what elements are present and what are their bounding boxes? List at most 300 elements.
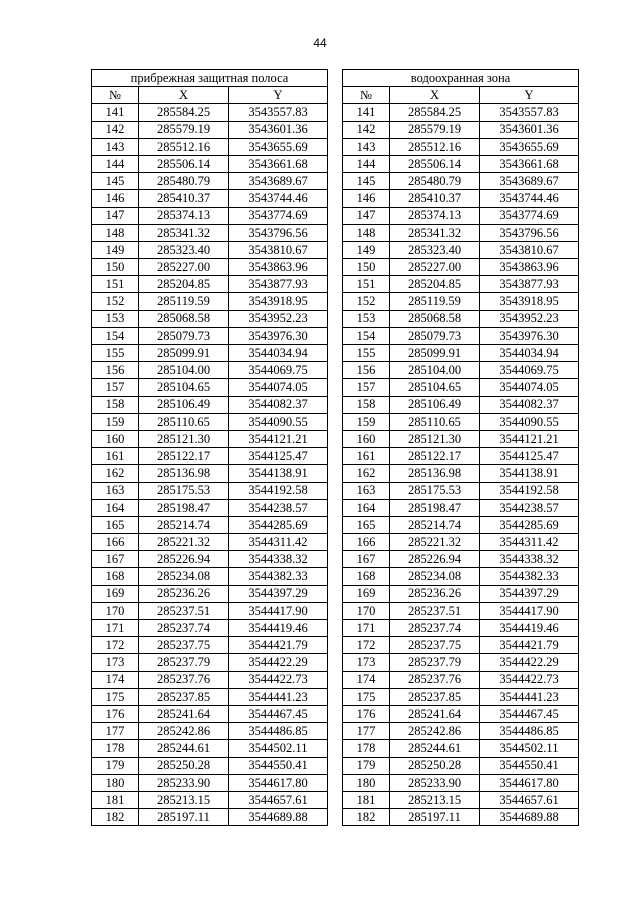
table-row <box>343 190 579 207</box>
cell-number: 179 <box>343 757 390 774</box>
cell-number: 148 <box>343 224 390 241</box>
cell-y: 3544382.33 <box>229 568 328 585</box>
cell-number: 164 <box>92 499 139 516</box>
cell-y: 3543810.67 <box>229 241 328 258</box>
cell-y: 3544441.23 <box>229 688 328 705</box>
table-body <box>343 104 579 826</box>
cell-x: 285106.49 <box>139 396 229 413</box>
table-row <box>343 396 579 413</box>
cell-x: 285221.32 <box>390 534 480 551</box>
cell-x: 285584.25 <box>390 104 480 121</box>
cell-number: 149 <box>92 241 139 258</box>
cell-x: 285068.58 <box>139 310 229 327</box>
cell-number: 146 <box>343 190 390 207</box>
cell-y: 3544502.11 <box>229 740 328 757</box>
cell-y: 3544034.94 <box>480 345 579 362</box>
table-row <box>92 276 328 293</box>
table-row <box>343 757 579 774</box>
cell-number: 145 <box>92 173 139 190</box>
cell-y: 3544397.29 <box>229 585 328 602</box>
cell-y: 3544441.23 <box>480 688 579 705</box>
cell-x: 285104.65 <box>139 379 229 396</box>
table-row <box>343 585 579 602</box>
table-row <box>92 104 328 121</box>
cell-x: 285241.64 <box>390 705 480 722</box>
cell-number: 163 <box>92 482 139 499</box>
cell-number: 141 <box>343 104 390 121</box>
table-row <box>343 362 579 379</box>
cell-number: 153 <box>343 310 390 327</box>
cell-y: 3544467.45 <box>480 705 579 722</box>
cell-number: 161 <box>343 448 390 465</box>
cell-number: 169 <box>343 585 390 602</box>
cell-number: 175 <box>92 688 139 705</box>
table-row <box>343 379 579 396</box>
cell-y: 3544090.55 <box>480 413 579 430</box>
cell-number: 164 <box>343 499 390 516</box>
cell-y: 3544034.94 <box>229 345 328 362</box>
cell-number: 153 <box>92 310 139 327</box>
cell-x: 285204.85 <box>390 276 480 293</box>
table-row <box>343 551 579 568</box>
cell-number: 180 <box>92 774 139 791</box>
table-row <box>343 241 579 258</box>
cell-y: 3543918.95 <box>229 293 328 310</box>
cell-y: 3544689.88 <box>480 809 579 826</box>
cell-x: 285204.85 <box>139 276 229 293</box>
cell-y: 3544338.32 <box>229 551 328 568</box>
cell-y: 3543976.30 <box>229 327 328 344</box>
table-row <box>343 688 579 705</box>
cell-y: 3544082.37 <box>229 396 328 413</box>
water-protection-zone-table <box>342 69 579 826</box>
cell-number: 143 <box>92 138 139 155</box>
table-row <box>92 293 328 310</box>
header-x: X <box>390 87 480 104</box>
table-row <box>343 620 579 637</box>
table-row <box>343 705 579 722</box>
cell-number: 155 <box>92 345 139 362</box>
cell-y: 3543877.93 <box>480 276 579 293</box>
cell-number: 151 <box>343 276 390 293</box>
cell-x: 285106.49 <box>390 396 480 413</box>
cell-y: 3544550.41 <box>480 757 579 774</box>
cell-y: 3543774.69 <box>229 207 328 224</box>
cell-x: 285323.40 <box>139 241 229 258</box>
cell-y: 3544467.45 <box>229 705 328 722</box>
header-x: X <box>139 87 229 104</box>
cell-number: 173 <box>92 654 139 671</box>
cell-y: 3543918.95 <box>480 293 579 310</box>
cell-number: 167 <box>343 551 390 568</box>
cell-number: 181 <box>343 791 390 808</box>
table-row <box>343 276 579 293</box>
cell-number: 151 <box>92 276 139 293</box>
table-row <box>343 173 579 190</box>
cell-x: 285227.00 <box>139 259 229 276</box>
cell-y: 3543655.69 <box>480 138 579 155</box>
header-y: Y <box>229 87 328 104</box>
cell-x: 285512.16 <box>139 138 229 155</box>
cell-x: 285234.08 <box>390 568 480 585</box>
cell-x: 285237.75 <box>390 637 480 654</box>
cell-number: 155 <box>343 345 390 362</box>
cell-number: 147 <box>92 207 139 224</box>
table-row <box>92 345 328 362</box>
table-row <box>343 259 579 276</box>
cell-number: 174 <box>92 671 139 688</box>
cell-y: 3544502.11 <box>480 740 579 757</box>
table-row <box>92 259 328 276</box>
cell-x: 285579.19 <box>390 121 480 138</box>
cell-number: 176 <box>343 705 390 722</box>
cell-number: 177 <box>92 723 139 740</box>
table-row <box>92 190 328 207</box>
cell-x: 285079.73 <box>390 327 480 344</box>
table-row <box>343 345 579 362</box>
cell-x: 285250.28 <box>390 757 480 774</box>
cell-x: 285197.11 <box>139 809 229 826</box>
table-row <box>92 465 328 482</box>
cell-x: 285110.65 <box>390 413 480 430</box>
cell-y: 3544419.46 <box>480 620 579 637</box>
cell-y: 3543689.67 <box>229 173 328 190</box>
cell-x: 285244.61 <box>139 740 229 757</box>
cell-number: 150 <box>92 259 139 276</box>
cell-y: 3543796.56 <box>229 224 328 241</box>
cell-y: 3544138.91 <box>480 465 579 482</box>
table-row <box>343 224 579 241</box>
cell-y: 3544486.85 <box>480 723 579 740</box>
table-row <box>92 809 328 826</box>
cell-y: 3543601.36 <box>229 121 328 138</box>
cell-number: 178 <box>343 740 390 757</box>
table-row <box>343 207 579 224</box>
cell-x: 285250.28 <box>139 757 229 774</box>
table-row <box>343 499 579 516</box>
table-row <box>343 465 579 482</box>
cell-y: 3544311.42 <box>229 534 328 551</box>
cell-y: 3543863.96 <box>229 259 328 276</box>
table-row <box>92 396 328 413</box>
cell-y: 3544382.33 <box>480 568 579 585</box>
cell-y: 3543689.67 <box>480 173 579 190</box>
cell-x: 285410.37 <box>139 190 229 207</box>
cell-number: 170 <box>92 602 139 619</box>
cell-number: 169 <box>92 585 139 602</box>
table-row <box>343 155 579 172</box>
cell-x: 285068.58 <box>390 310 480 327</box>
table-row <box>343 310 579 327</box>
cell-x: 285234.08 <box>139 568 229 585</box>
cell-number: 160 <box>343 430 390 447</box>
table-row <box>343 448 579 465</box>
cell-x: 285136.98 <box>139 465 229 482</box>
cell-x: 285233.90 <box>139 774 229 791</box>
table-row <box>343 430 579 447</box>
cell-y: 3544417.90 <box>229 602 328 619</box>
cell-x: 285121.30 <box>139 430 229 447</box>
table-title: водоохранная зона <box>343 70 579 87</box>
cell-number: 176 <box>92 705 139 722</box>
cell-y: 3544138.91 <box>229 465 328 482</box>
table-row <box>343 791 579 808</box>
cell-number: 163 <box>343 482 390 499</box>
table-row <box>343 740 579 757</box>
cell-number: 172 <box>343 637 390 654</box>
cell-x: 285119.59 <box>390 293 480 310</box>
cell-number: 174 <box>343 671 390 688</box>
cell-y: 3543877.93 <box>229 276 328 293</box>
coastal-protection-strip-table <box>91 69 328 826</box>
cell-number: 179 <box>92 757 139 774</box>
cell-number: 173 <box>343 654 390 671</box>
cell-x: 285244.61 <box>390 740 480 757</box>
cell-number: 172 <box>92 637 139 654</box>
cell-y: 3543952.23 <box>229 310 328 327</box>
table-row <box>343 602 579 619</box>
cell-y: 3544338.32 <box>480 551 579 568</box>
cell-number: 154 <box>343 327 390 344</box>
cell-number: 168 <box>92 568 139 585</box>
table-row <box>343 654 579 671</box>
cell-number: 165 <box>92 516 139 533</box>
cell-y: 3544238.57 <box>229 499 328 516</box>
table-row <box>343 482 579 499</box>
cell-x: 285226.94 <box>139 551 229 568</box>
cell-y: 3544422.73 <box>480 671 579 688</box>
cell-x: 285506.14 <box>139 155 229 172</box>
cell-number: 162 <box>343 465 390 482</box>
cell-y: 3544069.75 <box>229 362 328 379</box>
cell-number: 175 <box>343 688 390 705</box>
cell-number: 145 <box>343 173 390 190</box>
table-row <box>92 362 328 379</box>
cell-number: 167 <box>92 551 139 568</box>
page-number: 44 <box>313 36 327 50</box>
cell-number: 152 <box>343 293 390 310</box>
header-number: № <box>92 87 139 104</box>
cell-number: 157 <box>343 379 390 396</box>
cell-y: 3544657.61 <box>480 791 579 808</box>
cell-y: 3544617.80 <box>480 774 579 791</box>
cell-y: 3543952.23 <box>480 310 579 327</box>
cell-number: 141 <box>92 104 139 121</box>
cell-y: 3544090.55 <box>229 413 328 430</box>
cell-number: 144 <box>92 155 139 172</box>
cell-number: 166 <box>92 534 139 551</box>
cell-y: 3543661.68 <box>229 155 328 172</box>
cell-x: 285198.47 <box>390 499 480 516</box>
cell-number: 162 <box>92 465 139 482</box>
table-header-row <box>92 87 328 104</box>
cell-number: 156 <box>343 362 390 379</box>
cell-number: 156 <box>92 362 139 379</box>
cell-x: 285213.15 <box>390 791 480 808</box>
cell-x: 285237.75 <box>139 637 229 654</box>
cell-x: 285237.74 <box>139 620 229 637</box>
cell-y: 3544082.37 <box>480 396 579 413</box>
table-body <box>92 104 328 826</box>
cell-x: 285237.79 <box>139 654 229 671</box>
table-row <box>92 534 328 551</box>
table-row <box>92 379 328 396</box>
cell-number: 158 <box>92 396 139 413</box>
cell-x: 285237.85 <box>390 688 480 705</box>
cell-x: 285197.11 <box>390 809 480 826</box>
cell-number: 180 <box>343 774 390 791</box>
cell-number: 148 <box>92 224 139 241</box>
cell-x: 285374.13 <box>139 207 229 224</box>
cell-number: 154 <box>92 327 139 344</box>
cell-y: 3543810.67 <box>480 241 579 258</box>
table-row <box>92 705 328 722</box>
cell-y: 3544121.21 <box>229 430 328 447</box>
cell-x: 285237.76 <box>390 671 480 688</box>
cell-y: 3544550.41 <box>229 757 328 774</box>
cell-number: 143 <box>343 138 390 155</box>
cell-y: 3544419.46 <box>229 620 328 637</box>
cell-number: 149 <box>343 241 390 258</box>
cell-number: 171 <box>92 620 139 637</box>
cell-number: 152 <box>92 293 139 310</box>
cell-y: 3544074.05 <box>229 379 328 396</box>
table-row <box>92 602 328 619</box>
table-row <box>343 568 579 585</box>
cell-x: 285237.85 <box>139 688 229 705</box>
table-row <box>92 654 328 671</box>
cell-y: 3544486.85 <box>229 723 328 740</box>
table-row <box>343 637 579 654</box>
cell-y: 3543655.69 <box>229 138 328 155</box>
cell-number: 178 <box>92 740 139 757</box>
cell-x: 285480.79 <box>139 173 229 190</box>
table-row <box>92 138 328 155</box>
cell-y: 3544125.47 <box>229 448 328 465</box>
cell-y: 3544311.42 <box>480 534 579 551</box>
cell-number: 160 <box>92 430 139 447</box>
cell-x: 285237.51 <box>390 602 480 619</box>
cell-number: 150 <box>343 259 390 276</box>
cell-number: 168 <box>343 568 390 585</box>
cell-y: 3544069.75 <box>480 362 579 379</box>
table-row <box>92 430 328 447</box>
table-row <box>92 207 328 224</box>
table-title-row <box>343 70 579 87</box>
cell-number: 146 <box>92 190 139 207</box>
cell-y: 3543774.69 <box>480 207 579 224</box>
cell-x: 285099.91 <box>390 345 480 362</box>
table-row <box>92 791 328 808</box>
table-row <box>343 293 579 310</box>
cell-x: 285221.32 <box>139 534 229 551</box>
table-row <box>92 413 328 430</box>
table-row <box>92 551 328 568</box>
table-row <box>92 671 328 688</box>
table-row <box>92 585 328 602</box>
table-row <box>343 327 579 344</box>
cell-x: 285236.26 <box>390 585 480 602</box>
cell-number: 161 <box>92 448 139 465</box>
cell-y: 3544421.79 <box>480 637 579 654</box>
cell-x: 285242.86 <box>390 723 480 740</box>
table-row <box>92 310 328 327</box>
cell-y: 3543976.30 <box>480 327 579 344</box>
cell-x: 285410.37 <box>390 190 480 207</box>
cell-x: 285233.90 <box>390 774 480 791</box>
cell-x: 285236.26 <box>139 585 229 602</box>
cell-x: 285121.30 <box>390 430 480 447</box>
cell-y: 3544192.58 <box>229 482 328 499</box>
cell-x: 285136.98 <box>390 465 480 482</box>
cell-x: 285122.17 <box>139 448 229 465</box>
table-row <box>343 121 579 138</box>
cell-number: 158 <box>343 396 390 413</box>
cell-x: 285237.74 <box>390 620 480 637</box>
table-row <box>343 104 579 121</box>
table-row <box>343 774 579 791</box>
cell-y: 3544422.29 <box>229 654 328 671</box>
table-row <box>92 637 328 654</box>
cell-number: 182 <box>343 809 390 826</box>
table-title: прибрежная защитная полоса <box>92 70 328 87</box>
cell-x: 285242.86 <box>139 723 229 740</box>
cell-y: 3544397.29 <box>480 585 579 602</box>
cell-x: 285110.65 <box>139 413 229 430</box>
table-row <box>92 774 328 791</box>
cell-y: 3544121.21 <box>480 430 579 447</box>
cell-number: 142 <box>343 121 390 138</box>
cell-x: 285341.32 <box>390 224 480 241</box>
cell-x: 285119.59 <box>139 293 229 310</box>
cell-x: 285198.47 <box>139 499 229 516</box>
cell-y: 3544617.80 <box>229 774 328 791</box>
table-row <box>92 723 328 740</box>
cell-y: 3544657.61 <box>229 791 328 808</box>
table-row <box>343 809 579 826</box>
cell-x: 285079.73 <box>139 327 229 344</box>
table-row <box>92 499 328 516</box>
cell-number: 144 <box>343 155 390 172</box>
cell-number: 159 <box>343 413 390 430</box>
cell-y: 3543863.96 <box>480 259 579 276</box>
cell-number: 165 <box>343 516 390 533</box>
cell-x: 285237.79 <box>390 654 480 671</box>
cell-x: 285213.15 <box>139 791 229 808</box>
table-row <box>92 568 328 585</box>
cell-x: 285480.79 <box>390 173 480 190</box>
cell-y: 3543744.46 <box>229 190 328 207</box>
cell-y: 3544074.05 <box>480 379 579 396</box>
cell-x: 285323.40 <box>390 241 480 258</box>
table-row <box>343 138 579 155</box>
table-row <box>92 224 328 241</box>
table-row <box>343 723 579 740</box>
cell-y: 3544238.57 <box>480 499 579 516</box>
cell-x: 285374.13 <box>390 207 480 224</box>
cell-x: 285237.51 <box>139 602 229 619</box>
cell-y: 3544192.58 <box>480 482 579 499</box>
cell-y: 3544285.69 <box>229 516 328 533</box>
cell-number: 166 <box>343 534 390 551</box>
cell-number: 159 <box>92 413 139 430</box>
table-row <box>92 482 328 499</box>
cell-x: 285512.16 <box>390 138 480 155</box>
cell-y: 3543744.46 <box>480 190 579 207</box>
cell-y: 3544417.90 <box>480 602 579 619</box>
table-row <box>343 534 579 551</box>
table-row <box>92 757 328 774</box>
